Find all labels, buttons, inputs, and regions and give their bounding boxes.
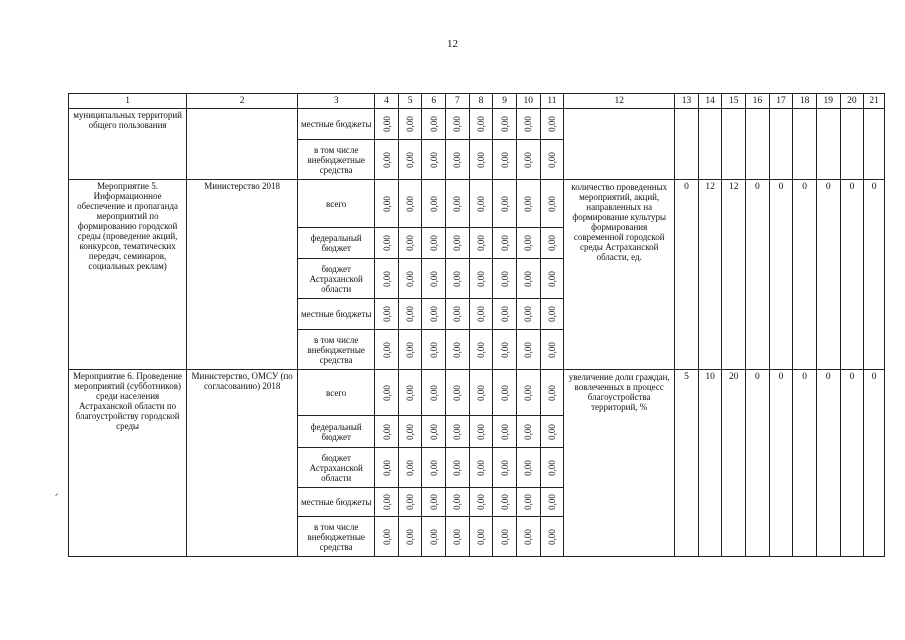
- funding-value: [375, 228, 399, 259]
- funding-value: [375, 370, 399, 416]
- funding-value: [516, 259, 540, 299]
- funding-value-text: 0,00: [499, 459, 510, 476]
- funding-value: [446, 140, 470, 180]
- funding-value-text: 0,00: [546, 341, 557, 358]
- column-number: 19: [816, 94, 840, 109]
- funding-value: [422, 330, 446, 370]
- activity-name: муниципальных территорий общего пользования: [69, 109, 187, 180]
- funding-value-text: 0,00: [476, 195, 487, 212]
- funding-value-text: 0,00: [381, 151, 392, 168]
- funding-source: всего: [298, 370, 375, 416]
- target-value: 12: [698, 180, 722, 370]
- program-table: [68, 93, 885, 557]
- margin-mark: ᐟ: [55, 492, 59, 501]
- funding-value-text: 0,00: [546, 235, 557, 251]
- target-value: [793, 109, 817, 180]
- funding-value-text: 0,00: [405, 459, 416, 476]
- funding-value-text: 0,00: [476, 423, 487, 440]
- funding-source: в том числе внебюджетные средства: [298, 517, 375, 557]
- funding-value: [493, 228, 517, 259]
- funding-value-text: 0,00: [452, 306, 463, 322]
- funding-value-text: 0,00: [476, 494, 487, 510]
- funding-value: [516, 109, 540, 140]
- executor: Министерство, ОМСУ (по согласованию) 2018: [187, 370, 298, 557]
- funding-value: [493, 109, 517, 140]
- target-value: 0: [816, 180, 840, 370]
- funding-value: [493, 416, 517, 448]
- funding-value: [516, 448, 540, 488]
- column-number: 1: [69, 94, 187, 109]
- target-value: 0: [793, 180, 817, 370]
- funding-value: [516, 180, 540, 228]
- column-number: 8: [469, 94, 493, 109]
- funding-value-text: 0,00: [452, 423, 463, 440]
- funding-value: [422, 370, 446, 416]
- funding-value: [540, 517, 564, 557]
- funding-value-text: 0,00: [428, 270, 439, 287]
- funding-value-text: 0,00: [523, 195, 534, 212]
- funding-value: [446, 330, 470, 370]
- funding-source: бюджет Астраханской области: [298, 259, 375, 299]
- target-value: [722, 109, 746, 180]
- funding-value-text: 0,00: [452, 341, 463, 358]
- funding-value: [446, 416, 470, 448]
- funding-value: [398, 370, 422, 416]
- funding-value-text: 0,00: [405, 116, 416, 132]
- funding-value-text: 0,00: [523, 116, 534, 132]
- activity-name: Мероприятие 5. Информационное обеспечение и пропаганда мероприятий по формированию городской среды (проведение акций, конкурсов, тематических передач, семинаров, социальных реклам): [69, 180, 187, 370]
- funding-value-text: 0,00: [428, 341, 439, 358]
- column-number: 7: [446, 94, 470, 109]
- column-number: 13: [675, 94, 699, 109]
- target-value: [746, 109, 770, 180]
- funding-value: [398, 517, 422, 557]
- funding-value-text: 0,00: [523, 270, 534, 287]
- funding-value: [540, 180, 564, 228]
- funding-source: бюджет Астраханской области: [298, 448, 375, 488]
- target-value: [769, 109, 793, 180]
- funding-value-text: 0,00: [452, 235, 463, 251]
- funding-value: [516, 299, 540, 330]
- table-row: [69, 180, 885, 228]
- funding-value-text: 0,00: [546, 306, 557, 322]
- funding-value: [493, 180, 517, 228]
- column-number: 9: [493, 94, 517, 109]
- column-number: 10: [516, 94, 540, 109]
- funding-value-text: 0,00: [381, 384, 392, 401]
- funding-value: [469, 140, 493, 180]
- target-value: 0: [840, 180, 864, 370]
- target-value: 0: [864, 370, 885, 557]
- funding-value-text: 0,00: [499, 341, 510, 358]
- column-number: 14: [698, 94, 722, 109]
- funding-value-text: 0,00: [428, 494, 439, 510]
- funding-value: [540, 416, 564, 448]
- funding-value: [469, 180, 493, 228]
- column-number: 2: [187, 94, 298, 109]
- funding-value: [375, 109, 399, 140]
- funding-value: [540, 228, 564, 259]
- target-value: 0: [769, 370, 793, 557]
- target-value: [864, 109, 885, 180]
- target-value: 0: [769, 180, 793, 370]
- table-row: [69, 109, 885, 140]
- target-value: 0: [675, 180, 699, 370]
- funding-value: [469, 448, 493, 488]
- funding-value-text: 0,00: [405, 151, 416, 168]
- funding-value-text: 0,00: [405, 270, 416, 287]
- funding-value-text: 0,00: [546, 528, 557, 545]
- funding-value-text: 0,00: [452, 195, 463, 212]
- target-value: 5: [675, 370, 699, 557]
- funding-value-text: 0,00: [405, 195, 416, 212]
- funding-value-text: 0,00: [476, 151, 487, 168]
- funding-value: [446, 370, 470, 416]
- funding-value: [516, 517, 540, 557]
- funding-value: [422, 109, 446, 140]
- funding-value-text: 0,00: [405, 494, 416, 510]
- funding-value-text: 0,00: [428, 235, 439, 251]
- funding-value-text: 0,00: [523, 528, 534, 545]
- funding-value: [398, 448, 422, 488]
- target-value: 0: [864, 180, 885, 370]
- column-number: 16: [746, 94, 770, 109]
- funding-value: [540, 299, 564, 330]
- column-number: 17: [769, 94, 793, 109]
- funding-value-text: 0,00: [499, 195, 510, 212]
- funding-value: [540, 448, 564, 488]
- funding-value: [375, 416, 399, 448]
- funding-source: местные бюджеты: [298, 488, 375, 517]
- column-number: 6: [422, 94, 446, 109]
- funding-value: [375, 488, 399, 517]
- target-value: 0: [840, 370, 864, 557]
- funding-value: [493, 488, 517, 517]
- funding-value: [398, 180, 422, 228]
- funding-value-text: 0,00: [381, 116, 392, 132]
- funding-value-text: 0,00: [405, 306, 416, 322]
- funding-value-text: 0,00: [546, 459, 557, 476]
- funding-value: [469, 488, 493, 517]
- funding-value-text: 0,00: [381, 270, 392, 287]
- column-number: 5: [398, 94, 422, 109]
- funding-value-text: 0,00: [523, 151, 534, 168]
- funding-value: [493, 259, 517, 299]
- funding-value: [446, 517, 470, 557]
- column-number: 21: [864, 94, 885, 109]
- funding-value: [469, 416, 493, 448]
- funding-value-text: 0,00: [428, 384, 439, 401]
- funding-value-text: 0,00: [381, 494, 392, 510]
- funding-value-text: 0,00: [523, 423, 534, 440]
- funding-value-text: 0,00: [546, 116, 557, 132]
- funding-value-text: 0,00: [523, 235, 534, 251]
- funding-value: [422, 259, 446, 299]
- funding-value-text: 0,00: [381, 195, 392, 212]
- funding-value: [469, 228, 493, 259]
- funding-value-text: 0,00: [405, 235, 416, 251]
- funding-value: [375, 448, 399, 488]
- funding-value: [398, 488, 422, 517]
- column-number: 20: [840, 94, 864, 109]
- target-value: [840, 109, 864, 180]
- funding-value-text: 0,00: [381, 528, 392, 545]
- funding-value-text: 0,00: [499, 384, 510, 401]
- target-value: 0: [746, 180, 770, 370]
- funding-value-text: 0,00: [476, 116, 487, 132]
- funding-value: [516, 228, 540, 259]
- funding-value-text: 0,00: [499, 423, 510, 440]
- funding-value: [398, 109, 422, 140]
- funding-value: [422, 180, 446, 228]
- funding-value-text: 0,00: [476, 341, 487, 358]
- funding-value: [446, 180, 470, 228]
- funding-value: [446, 488, 470, 517]
- funding-source: всего: [298, 180, 375, 228]
- funding-value: [375, 259, 399, 299]
- funding-value: [493, 140, 517, 180]
- funding-value-text: 0,00: [428, 151, 439, 168]
- funding-value-text: 0,00: [452, 528, 463, 545]
- funding-value-text: 0,00: [452, 116, 463, 132]
- funding-value: [493, 517, 517, 557]
- funding-value: [446, 448, 470, 488]
- funding-value-text: 0,00: [499, 494, 510, 510]
- target-value: 0: [793, 370, 817, 557]
- executor: Министерство 2018: [187, 180, 298, 370]
- funding-value-text: 0,00: [476, 306, 487, 322]
- column-number: 11: [540, 94, 564, 109]
- target-value: 0: [816, 370, 840, 557]
- indicator: количество проведенных мероприятий, акций, направленных на формирование культуры формирования современной городской среды Астраханской области, ед.: [564, 180, 675, 370]
- funding-value: [540, 330, 564, 370]
- funding-value-text: 0,00: [523, 459, 534, 476]
- executor: [187, 109, 298, 180]
- funding-value: [493, 448, 517, 488]
- funding-value-text: 0,00: [476, 528, 487, 545]
- funding-value-text: 0,00: [546, 494, 557, 510]
- funding-value: [469, 299, 493, 330]
- funding-value: [516, 416, 540, 448]
- funding-value-text: 0,00: [499, 306, 510, 322]
- funding-value: [540, 140, 564, 180]
- target-value: 0: [746, 370, 770, 557]
- funding-value: [422, 299, 446, 330]
- funding-value-text: 0,00: [546, 195, 557, 212]
- funding-source: в том числе внебюджетные средства: [298, 140, 375, 180]
- funding-value-text: 0,00: [428, 528, 439, 545]
- funding-value-text: 0,00: [452, 384, 463, 401]
- funding-source: в том числе внебюджетные средства: [298, 330, 375, 370]
- funding-value: [446, 109, 470, 140]
- funding-value: [469, 259, 493, 299]
- funding-value: [398, 228, 422, 259]
- funding-value: [398, 259, 422, 299]
- indicator: [564, 109, 675, 180]
- funding-value-text: 0,00: [523, 306, 534, 322]
- funding-value: [375, 140, 399, 180]
- funding-value-text: 0,00: [476, 459, 487, 476]
- funding-value-text: 0,00: [381, 341, 392, 358]
- funding-value-text: 0,00: [546, 270, 557, 287]
- funding-value-text: 0,00: [452, 151, 463, 168]
- funding-value-text: 0,00: [405, 528, 416, 545]
- funding-value: [446, 299, 470, 330]
- funding-value: [398, 416, 422, 448]
- header-row: [69, 94, 885, 109]
- funding-value-text: 0,00: [381, 306, 392, 322]
- funding-value: [398, 299, 422, 330]
- funding-value: [493, 299, 517, 330]
- funding-value-text: 0,00: [381, 423, 392, 440]
- funding-value: [540, 259, 564, 299]
- funding-value-text: 0,00: [381, 235, 392, 251]
- target-value: [675, 109, 699, 180]
- funding-value-text: 0,00: [499, 235, 510, 251]
- funding-value: [540, 488, 564, 517]
- funding-value: [422, 517, 446, 557]
- funding-value-text: 0,00: [523, 494, 534, 510]
- funding-value: [422, 228, 446, 259]
- funding-value: [516, 488, 540, 517]
- funding-value: [398, 140, 422, 180]
- funding-value-text: 0,00: [546, 423, 557, 440]
- funding-value-text: 0,00: [523, 341, 534, 358]
- funding-value-text: 0,00: [499, 270, 510, 287]
- funding-value: [375, 180, 399, 228]
- funding-value-text: 0,00: [405, 384, 416, 401]
- funding-value: [469, 370, 493, 416]
- funding-value: [540, 370, 564, 416]
- funding-value: [516, 370, 540, 416]
- funding-value-text: 0,00: [499, 528, 510, 545]
- funding-value-text: 0,00: [452, 494, 463, 510]
- funding-value: [375, 330, 399, 370]
- funding-source: местные бюджеты: [298, 299, 375, 330]
- funding-value: [375, 299, 399, 330]
- column-number: 18: [793, 94, 817, 109]
- target-value: 20: [722, 370, 746, 557]
- funding-source: федеральный бюджет: [298, 416, 375, 448]
- funding-value-text: 0,00: [499, 116, 510, 132]
- funding-value: [469, 330, 493, 370]
- funding-value: [469, 109, 493, 140]
- target-value: 10: [698, 370, 722, 557]
- funding-value: [493, 330, 517, 370]
- funding-value-text: 0,00: [405, 423, 416, 440]
- funding-value-text: 0,00: [523, 384, 534, 401]
- funding-value-text: 0,00: [428, 423, 439, 440]
- funding-value-text: 0,00: [546, 384, 557, 401]
- funding-value: [446, 259, 470, 299]
- column-number: 4: [375, 94, 399, 109]
- column-number: 15: [722, 94, 746, 109]
- activity-name: Мероприятие 6. Проведение мероприятий (субботников) среди населения Астраханской области по благоустройству городской среды: [69, 370, 187, 557]
- indicator: увеличение доли граждан, вовлеченных в процесс благоустройства территорий, %: [564, 370, 675, 557]
- funding-value: [422, 140, 446, 180]
- funding-source: федеральный бюджет: [298, 228, 375, 259]
- target-value: [698, 109, 722, 180]
- funding-value: [493, 370, 517, 416]
- funding-value-text: 0,00: [452, 459, 463, 476]
- target-value: [816, 109, 840, 180]
- funding-value-text: 0,00: [428, 306, 439, 322]
- funding-value: [422, 488, 446, 517]
- funding-value-text: 0,00: [476, 384, 487, 401]
- funding-value-text: 0,00: [476, 235, 487, 251]
- funding-value-text: 0,00: [546, 151, 557, 168]
- funding-value: [375, 517, 399, 557]
- funding-value-text: 0,00: [499, 151, 510, 168]
- page-number: 12: [447, 38, 458, 50]
- funding-value-text: 0,00: [476, 270, 487, 287]
- funding-value-text: 0,00: [381, 459, 392, 476]
- funding-value: [540, 109, 564, 140]
- funding-source: местные бюджеты: [298, 109, 375, 140]
- funding-value: [469, 517, 493, 557]
- funding-value-text: 0,00: [452, 270, 463, 287]
- funding-value-text: 0,00: [428, 195, 439, 212]
- table-row: [69, 370, 885, 416]
- funding-value-text: 0,00: [428, 116, 439, 132]
- funding-value: [516, 140, 540, 180]
- funding-value-text: 0,00: [428, 459, 439, 476]
- funding-value: [422, 416, 446, 448]
- funding-value: [422, 448, 446, 488]
- funding-value: [446, 228, 470, 259]
- column-number: 12: [564, 94, 675, 109]
- funding-value-text: 0,00: [405, 341, 416, 358]
- target-value: 12: [722, 180, 746, 370]
- funding-value: [516, 330, 540, 370]
- column-number: 3: [298, 94, 375, 109]
- funding-value: [398, 330, 422, 370]
